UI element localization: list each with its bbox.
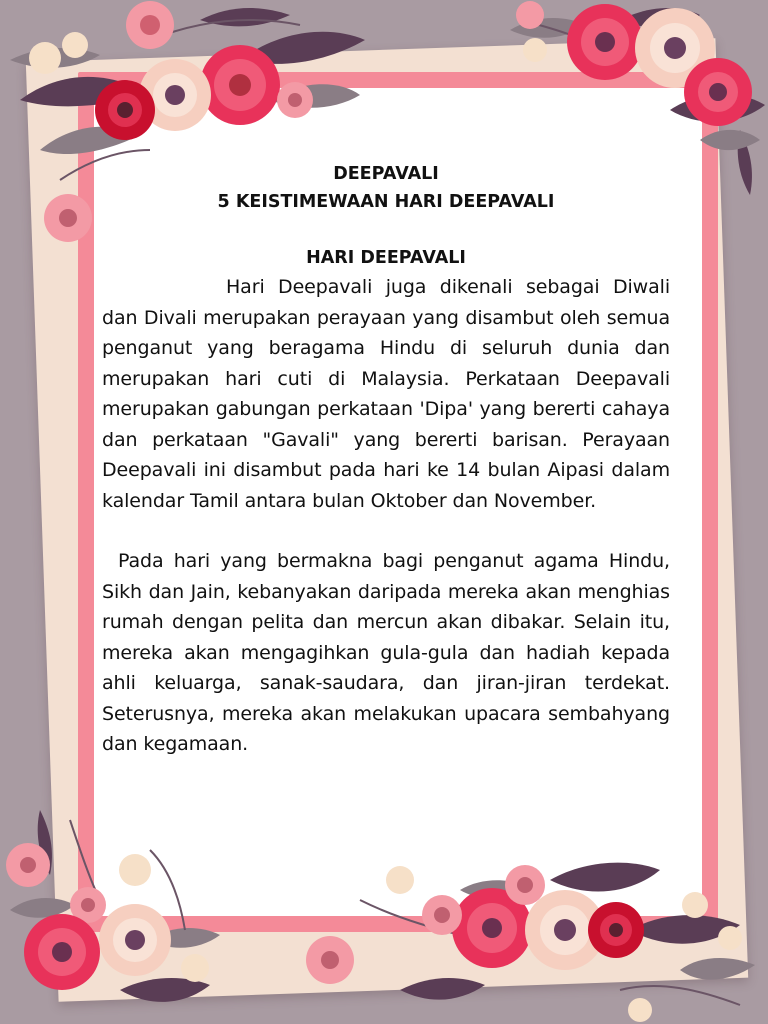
paragraph-2: Pada hari yang bermakna bagi penganut agama Hindu, Sikh dan Jain, kebanyakan daripada mereka akan menghias rumah dengan pelita dan mercun akan dibakar. Selain itu, mereka akan mengagihkan gula-gula dan hadiah kepada ahli keluarga, sanak-saudara, dan jiran-jiran terdekat. Seterusnya, mereka akan melakukan upacara sembahyang dan kegamaan.	[102, 550, 670, 755]
document-title: DEEPAVALI	[333, 164, 439, 184]
paragraph-1: Hari Deepavali juga dikenali sebagai Diwali dan Divali merupakan perayaan yang disambut oleh semua penganut yang beragama Hindu di seluruh dunia dan merupakan hari cuti di Malaysia. Perkataan Deepavali merupakan gabungan perkataan 'Dipa' yang bererti cahaya dan perkataan "Gavali" yang bererti barisan. Perayaan Deepavali ini disambut pada hari ke 14 bulan Aipasi dalam kalendar Tamil antara bulan Oktober dan November.	[102, 276, 670, 512]
document-content	[102, 160, 670, 760]
document-subtitle: 5 KEISTIMEWAAN HARI DEEPAVALI	[217, 192, 555, 212]
section-heading: HARI DEEPAVALI	[306, 248, 466, 268]
